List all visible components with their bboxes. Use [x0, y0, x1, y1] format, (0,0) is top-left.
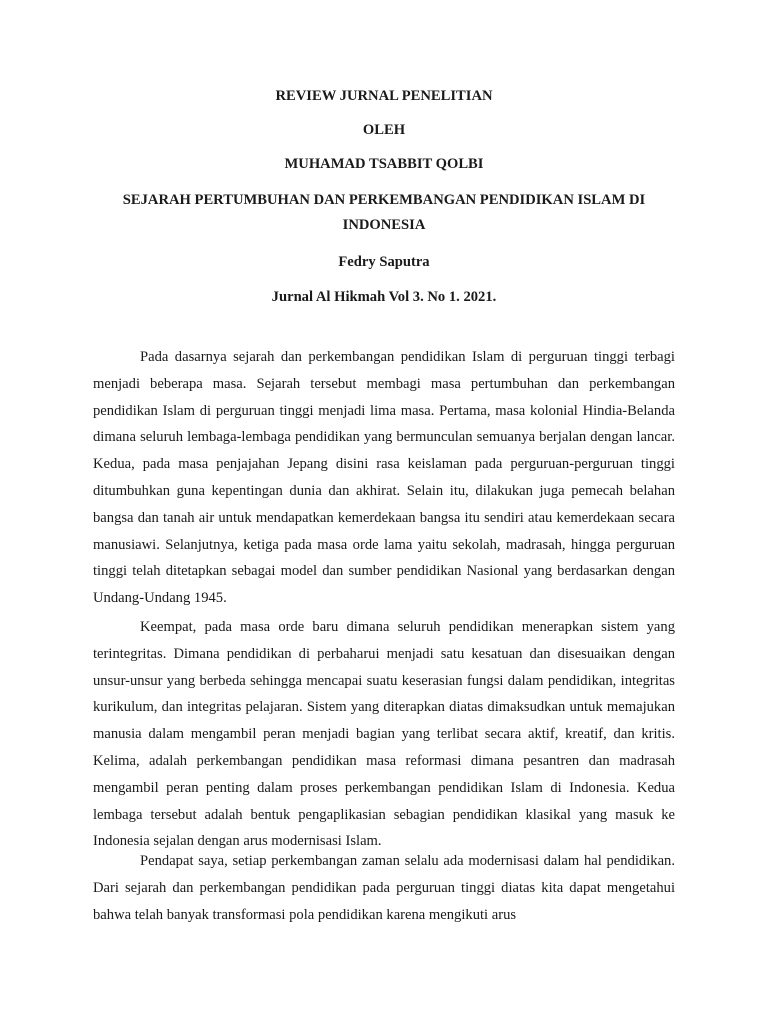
- article-author: Fedry Saputra: [338, 254, 430, 270]
- journal-citation: Jurnal Al Hikmah Vol 3. No 1. 2021.: [271, 289, 497, 305]
- reviewer-name: MUHAMAD TSABBIT QOLBI: [284, 156, 484, 172]
- by-label: OLEH: [362, 122, 406, 138]
- body-paragraph-2: Keempat, pada masa orde baru dimana seluruh pendidikan menerapkan sistem yang terintegritas. Dimana pendidikan di perbaharui menjadi satu kesatuan dan disesuaikan dengan unsur-unsur yang berbeda sehingga mencapai suatu keserasian fungsi dalam pendidikan, integritas kurikulum, dan integritas pelajaran. Sistem yang diterapkan diatas dimaksudkan untuk memajukan manusia dalam mengambil peran menjadi bagian yang terlibat secara aktif, kreatif, dan kritis. Kelima, adalah perkembangan pendidikan masa reformasi dimana pesantren dan madrasah mengambil peran penting dalam proses perkembangan pendidikan Islam di Indonesia. Kedua lembaga tersebut adalah bentuk pengaplikasian sebagian pendidikan klasikal yang masuk ke Indonesia sejalan dengan arus modernisasi Islam.: [93, 619, 675, 850]
- body-paragraph-1: Pada dasarnya sejarah dan perkembangan pendidikan Islam di perguruan tinggi terbagi menjadi beberapa masa. Sejarah tersebut membagi masa pertumbuhan dan perkembangan pendidikan Islam di perguruan tinggi menjadi lima masa. Pertama, masa kolonial Hindia-Belanda dimana seluruh lembaga-lembaga pendidikan yang bermunculan semuanya berjalan dengan lancar. Kedua, pada masa penjajahan Jepang disini rasa keislaman pada perguruan-perguruan tinggi ditumbuhkan guna kepentingan dunia dan akhirat. Selain itu, dilakukan juga pemecah belahan bangsa dan tanah air untuk mendapatkan kemerdekaan bangsa itu sendiri atau kemerdekaan secara manusiawi. Selanjutnya, ketiga pada masa orde lama yaitu sekolah, madrasah, hingga perguruan tinggi telah ditetapkan sebagai model dan sumber pendidikan Nasional yang berdasarkan dengan Undang-Undang 1945.: [93, 349, 675, 607]
- review-title: REVIEW JURNAL PENELITIAN: [275, 88, 493, 104]
- article-title: SEJARAH PERTUMBUHAN DAN PERKEMBANGAN PENDIDIKAN ISLAM DI INDONESIA: [122, 192, 646, 233]
- body-paragraph-3: Pendapat saya, setiap perkembangan zaman selalu ada modernisasi dalam hal pendidikan. Dari sejarah dan perkembangan pendidikan pada perguruan tinggi diatas kita dapat mengetahui bahwa telah banyak transformasi pola pendidikan karena mengikuti arus: [93, 853, 675, 923]
